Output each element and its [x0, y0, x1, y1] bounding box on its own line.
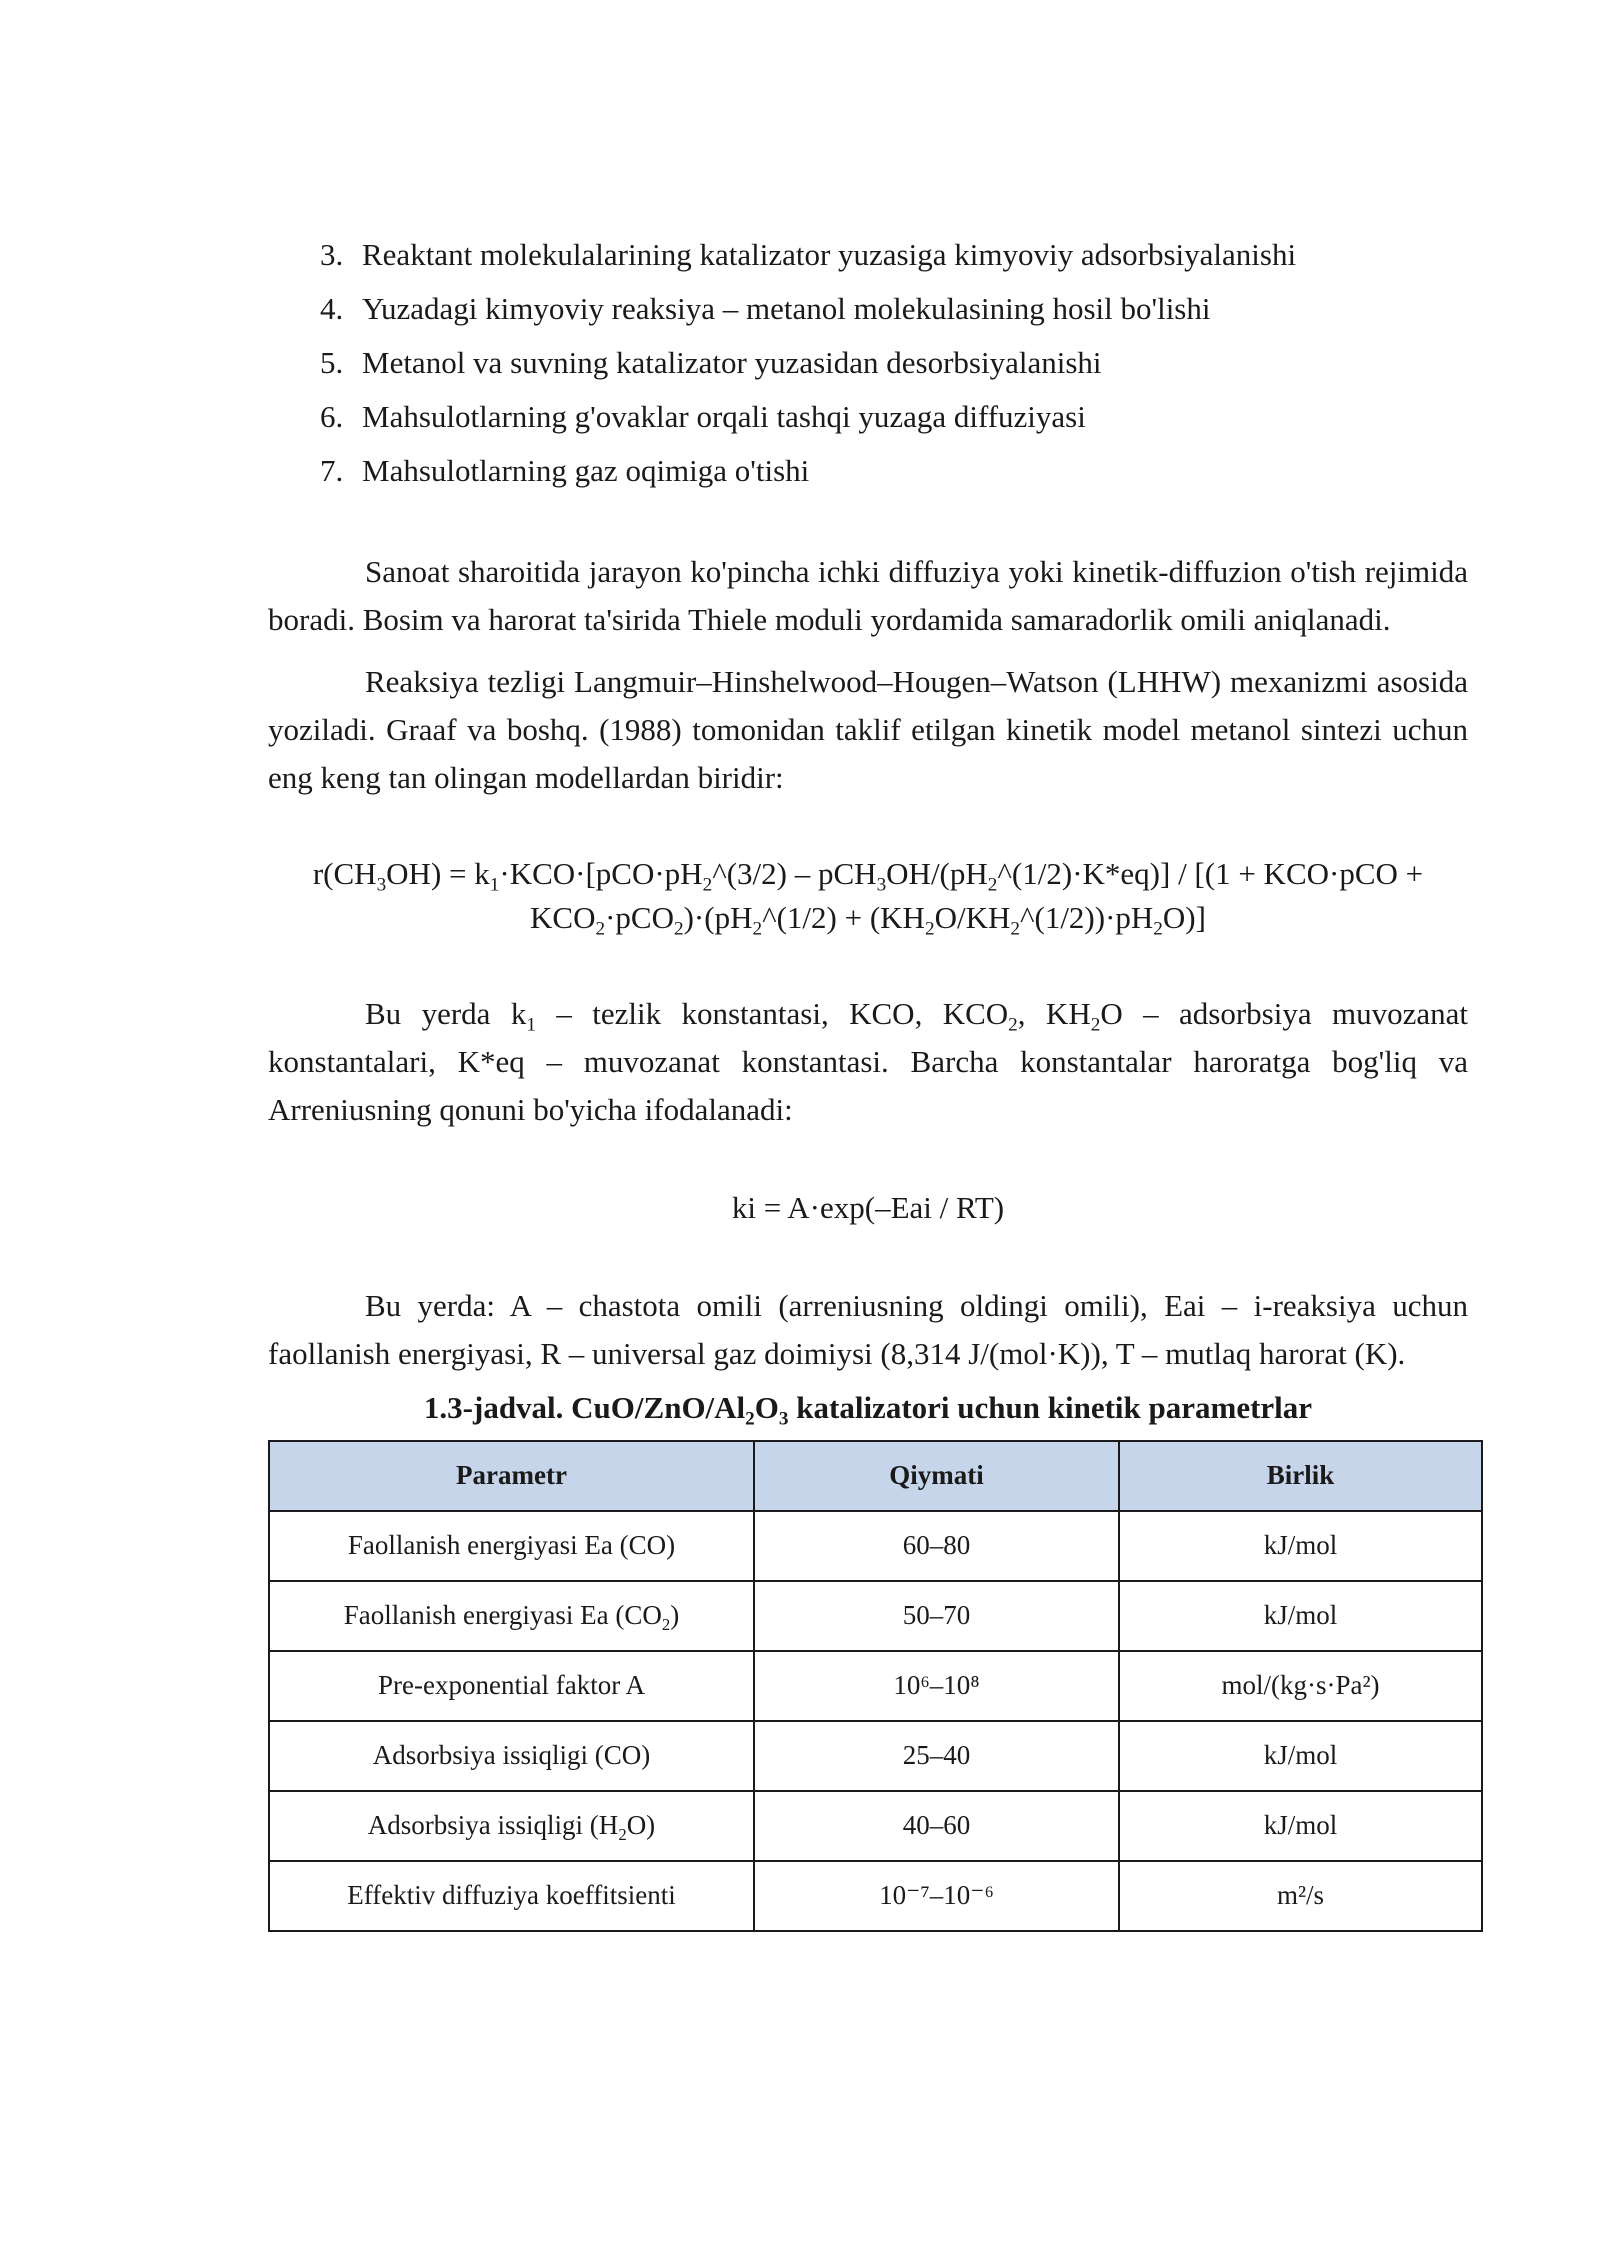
- value-cell: 50–70: [754, 1581, 1119, 1651]
- table-row: [269, 1651, 1482, 1721]
- paragraph-lhhw-model: Reaksiya tezligi Langmuir–Hinshelwood–Hougen–Watson (LHHW) mexanizmi asosida yoziladi. Graaf va boshq. (1988) tomonidan taklif etilgan kinetik model metanol sintezi uchun eng keng tan olingan modellardan biridir:: [268, 664, 1468, 795]
- list-text: Mahsulotlarning gaz oqimiga o'tishi: [362, 453, 810, 488]
- list-number: 5.: [320, 345, 344, 380]
- process-steps-list: [320, 228, 1468, 498]
- table-row: [269, 1581, 1482, 1651]
- value-cell: 60–80: [754, 1511, 1119, 1581]
- param-cell: Pre-exponential faktor A: [269, 1651, 754, 1721]
- list-number: 7.: [320, 453, 344, 488]
- table-header-row: [269, 1441, 1482, 1511]
- table-row: [269, 1511, 1482, 1581]
- list-item: [320, 228, 1468, 282]
- unit-cell: m²/s: [1119, 1861, 1482, 1931]
- param-cell: Faollanish energiyasi Ea (CO): [269, 1511, 754, 1581]
- page-content: [268, 228, 1468, 1932]
- list-item: [320, 444, 1468, 498]
- value-cell: 10⁶–10⁸: [754, 1651, 1119, 1721]
- param-cell: Faollanish energiyasi Ea $(CO_2)$: [269, 1581, 754, 1651]
- unit-cell: mol/(kg·s·Pa²): [1119, 1651, 1482, 1721]
- rate-equation-line-1: $r(CH_3OH)$ = $k_1\cdot KCO\cdot[pCO\cdot pH_2\^{}(3/2)$ – $pCH_3OH/(pH_2\^{}(1/2)\cdot K*eq)] / [(1 + KCO\cdot pCO$ +: [312, 856, 1424, 896]
- unit-cell: kJ/mol: [1119, 1791, 1482, 1861]
- list-number: 3.: [320, 237, 344, 272]
- list-text: Reaktant molekulalarining katalizator yuzasiga kimyoviy adsorbsiyalanishi: [362, 237, 1297, 272]
- list-item: [320, 282, 1468, 336]
- column-header: Birlik: [1119, 1441, 1482, 1511]
- table-row: [269, 1721, 1482, 1791]
- list-number: 4.: [320, 291, 344, 326]
- table-row: [269, 1861, 1482, 1931]
- paragraph-diffusion-regime: Sanoat sharoitida jarayon ko'pincha ichki diffuziya yoki kinetik-diffuzion o'tish rejimida boradi. Bosim va harorat ta'sirida Thiele moduli yordamida samaradorlik omili aniqlanadi.: [268, 554, 1468, 637]
- list-text: Metanol va suvning katalizator yuzasidan desorbsiyalanishi: [362, 345, 1102, 380]
- unit-cell: kJ/mol: [1119, 1581, 1482, 1651]
- param-cell: Adsorbsiya issiqligi (CO): [269, 1721, 754, 1791]
- list-item: [320, 390, 1468, 444]
- rate-equation-line-2: $KCO_2\cdot pCO_2)\cdot(pH_2\^{}(1/2)$ + $(KH_2O/KH_2\^{}(1/2))\cdot pH_2O$)]: [530, 900, 1206, 940]
- paragraph-constants: Bu yerda $k_1$ – tezlik konstantasi, KCO, $KCO_2$, $KH_2O$ – adsorbsiya muvozanat konstantalari, K*eq – muvozanat konstantasi. Barcha konstantalar haroratga bog'liq va Arreniusning qonuni bo'yicha ifodalanadi:: [268, 996, 1468, 1127]
- value-cell: 10⁻⁷–10⁻⁶: [754, 1861, 1119, 1931]
- table-caption: 1.3-jadval. CuO/$ZnO/Al_2O_3$ katalizatori uchun kinetik parametrlar: [423, 1390, 1313, 1430]
- list-text: Yuzadagi kimyoviy reaksiya – metanol molekulasining hosil bo'lishi: [362, 291, 1211, 326]
- list-item: [320, 336, 1468, 390]
- unit-cell: kJ/mol: [1119, 1721, 1482, 1791]
- value-cell: 25–40: [754, 1721, 1119, 1791]
- value-cell: 40–60: [754, 1791, 1119, 1861]
- paragraph-arrhenius-terms: Bu yerda: A – chastota omili (arreniusning oldingi omili), Eai – i-reaksiya uchun faollanish energiyasi, R – universal gaz doimiysi (8,314 J/(mol·K)), T – mutlaq harorat (K).: [268, 1288, 1468, 1371]
- list-text: Mahsulotlarning g'ovaklar orqali tashqi yuzaga diffuziyasi: [362, 399, 1086, 434]
- unit-cell: kJ/mol: [1119, 1511, 1482, 1581]
- param-cell: Adsorbsiya issiqligi $(H_2O)$: [269, 1791, 754, 1861]
- column-header: Qiymati: [754, 1441, 1119, 1511]
- param-cell: Effektiv diffuziya koeffitsienti: [269, 1861, 754, 1931]
- arrhenius-equation: ki = A·exp(–Eai / RT): [731, 1190, 1005, 1225]
- kinetic-parameters-table: [268, 1440, 1483, 1932]
- table-row: [269, 1791, 1482, 1861]
- column-header: Parametr: [269, 1441, 754, 1511]
- list-number: 6.: [320, 399, 344, 434]
